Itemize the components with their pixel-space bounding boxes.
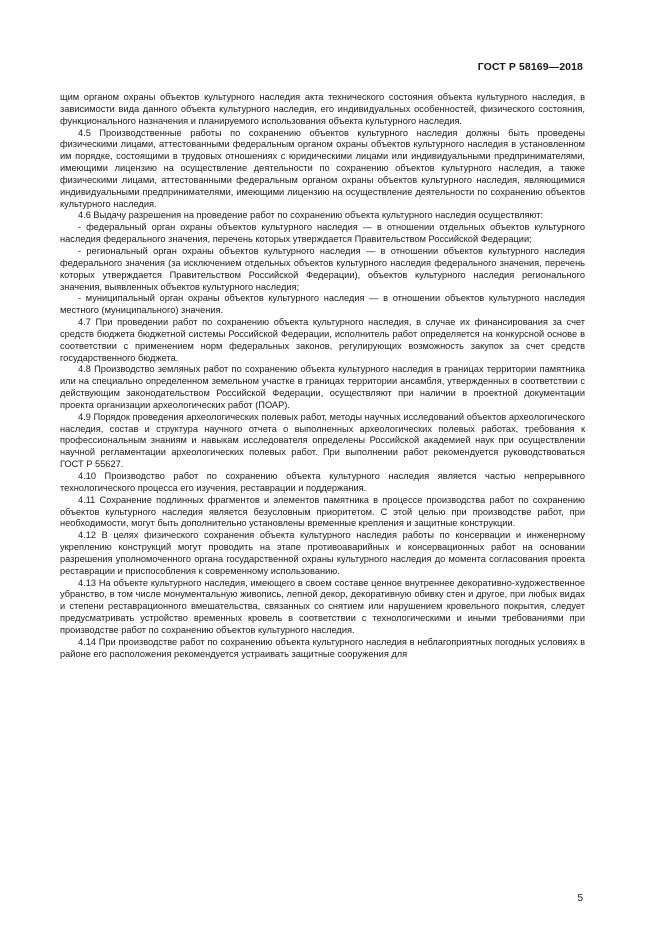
paragraph-4-6: 4.6 Выдачу разрешения на проведение работ по сохранению объекта культурного наследия осуществляют: [78, 210, 544, 221]
standard-designation: ГОСТ Р 58169—2018 [477, 61, 583, 73]
list-item-regional: - региональный орган охраны объектов культурного наследия — в отношении объектов культурного наследия федерального значения (за исключением отдельных объектов культурного наследия федерального значения, перечень которых утверждается Правительством Российской Федерации), объектов культурного наследия регионального значения, выявленных объектов культурного наследия; [60, 245, 585, 292]
paragraph-4-7: 4.7 При проведении работ по сохранению объекта культурного наследия, в случае их финансирования за счет средств бюджета бюджетной системы Российской Федерации, исполнитель работ определяется на конкурсной основе в соответствии с применением норм федеральных законов, регулирующих возможность закупок за счет средств государственного бюджета. [60, 317, 585, 363]
paragraph-continuation: щим органом охраны объектов культурного наследия акта технического состояния объекта культурного наследия, в зависимости вида данного объекта культурного наследия, его индивидуальных особенностей, физического состояния, функционального назначения и планируемого использования объекта культурного наследия. [60, 92, 585, 126]
paragraph-4-8: 4.8 Производство земляных работ по сохранению объекта культурного наследия в границах территории памятника или на специально определенном земельном участке в границах территории ансамбля, утвержденных в соответствии с действующим законодательством Российской Федерации, осуществляют при наличии в проектной документации проекта организации археологических работ (ПОАР). [60, 364, 585, 410]
list-item-municipal: - муниципальный орган охраны объектов культурного наследия — в отношении объектов культурного наследия местного (муниципального) значения. [60, 293, 585, 316]
paragraph-4-5: 4.5 Производственные работы по сохранению объектов культурного наследия должны быть проведены физическими лицами, аттестованными федеральным органом охраны объектов культурного наследия в установленном им порядке, состоящими в трудовых отношениях с юридическими лицами или индивидуальными предпринимателями, имеющими лицензию на осуществление деятельности по сохранению объектов культурного наследия, а также физическими лицами, аттестованными федеральным органом охраны объектов культурного наследия, являющимися индивидуальными предпринимателями, имеющими лицензию на осуществление деятельности по сохранению объектов культурного наследия. [60, 127, 585, 209]
paragraph-4-13: 4.13 На объекте культурного наследия, имеющего в своем составе ценное внутреннее декоративно-художественное убранство, в том числе монументальную живопись, лепной декор, декоративную обивку стен и другое, при любых видах и степени реставрационного вмешательства, связанных со снятием или нарушением кровельного покрытия, следует предусматривать устройство временных кровель в соответствии с технологическими и иными требованиями при производстве работ по сохранению объектов культурного наследия. [60, 577, 585, 635]
paragraph-4-10: 4.10 Производство работ по сохранению объекта культурного наследия является частью непрерывного технологического процесса его изучения, реставрации и поддержания. [60, 471, 585, 493]
paragraph-4-11: 4.11 Сохранение подлинных фрагментов и элементов памятника в процессе производства работ по сохранению объектов культурного наследия является безусловным приоритетом. С этой целью при производстве работ, при необходимости, могут быть дополнительно установлены временные крепления и защитные конструкции. [60, 494, 585, 529]
paragraph-4-9: 4.9 Порядок проведения археологических полевых работ, методы научных исследований объектов археологического наследия, состав и структура научного отчета о выполненных археологических полевых работах, требования к профессиональным знаниям и навыкам исследователя определены Российской академией наук при осуществлении научной регламентации археологических полевых работ. При выполнении работ рекомендуется руководствоваться ГОСТ Р 55627. [60, 411, 585, 470]
page-number: 5 [577, 893, 583, 904]
list-item-federal: - федеральный орган охраны объектов культурного наследия — в отношении отдельных объектов культурного наследия федерального значения, перечень которых утверждается Правительством Российской Федерации; [60, 222, 585, 245]
paragraph-4-12: 4.12 В целях физического сохранения объекта культурного наследия работы по консервации и инженерному укреплению конструкций могут проводить на этапе противоаварийных и консервационных работ на основании разрешения уполномоченного органа государственной охраны культурного наследия до момента согласования проекта реставрации и приспособления к современному использованию. [60, 530, 585, 576]
paragraph-4-14: 4.14 При производстве работ по сохранению объекта культурного наследия в неблагоприятных погодных условиях в районе его расположения рекомендуется устраивать защитные сооружения для [60, 636, 585, 659]
document-body [60, 92, 585, 661]
